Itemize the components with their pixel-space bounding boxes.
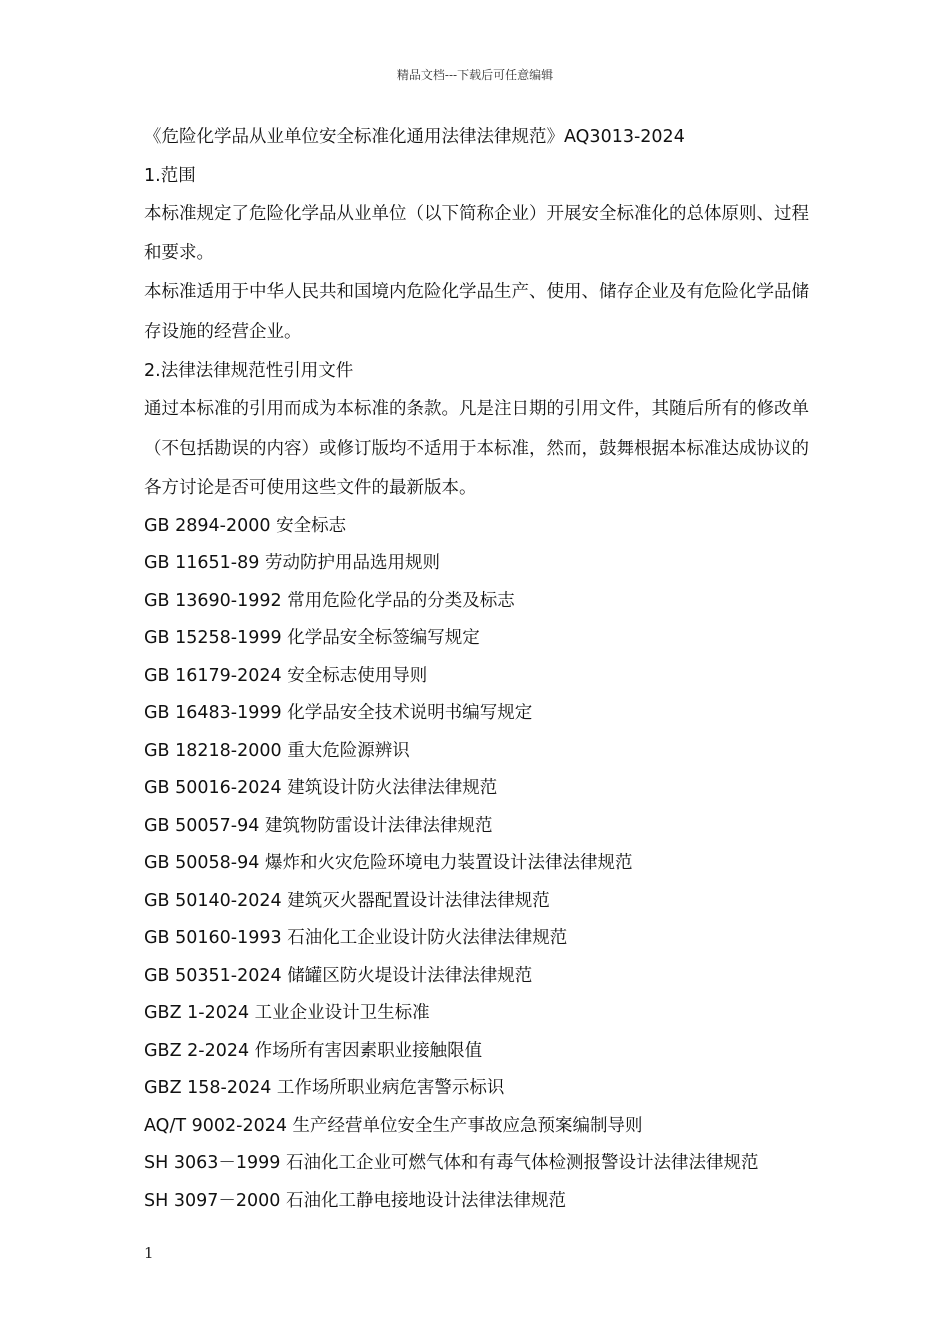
reference-item: GB 18218-2000 重大危险源辨识	[144, 740, 410, 761]
section-2-paragraph-1: 通过本标准的引用而成为本标准的条款。凡是注日期的引用文件，其随后所有的修改单（不包括勘误的内容）或修订版均不适用于本标准，然而，鼓舞根据本标准达成协议的各方讨论是否可使用这些文件的最新版本。	[144, 399, 809, 498]
reference-item: SH 3097－2000 石油化工静电接地设计法律法律规范	[144, 1190, 566, 1211]
reference-item: GB 50140-2024 建筑灭火器配置设计法律法律规范	[144, 890, 550, 911]
reference-item: GB 16483-1999 化学品安全技术说明书编写规定	[144, 703, 533, 724]
reference-item: GB 16179-2024 安全标志使用导则	[144, 665, 428, 686]
section-2-heading: 2.法律法律规范性引用文件	[144, 360, 354, 381]
section-1-paragraph-2: 本标准适用于中华人民共和国境内危险化学品生产、使用、储存企业及有危险化学品储存设施的经营企业。	[144, 282, 809, 342]
reference-item: GB 11651-89 劳动防护用品选用规则	[144, 553, 440, 574]
reference-item: GB 50058-94 爆炸和火灾危险环境电力装置设计法律法律规范	[144, 853, 633, 874]
reference-item: GB 50160-1993 石油化工企业设计防火法律法律规范	[144, 928, 568, 949]
reference-list	[144, 508, 824, 1221]
document-title: 《危险化学品从业单位安全标准化通用法律法律规范》AQ3013-2024	[144, 127, 685, 147]
reference-item: SH 3063－1999 石油化工企业可燃气体和有毒气体检测报警设计法律法律规范	[144, 1153, 759, 1174]
section-1-paragraph-1: 本标准规定了危险化学品从业单位（以下简称企业）开展安全标准化的总体原则、过程和要求。	[144, 204, 809, 264]
reference-item: GB 50016-2024 建筑设计防火法律法律规范	[144, 778, 498, 799]
reference-item: GBZ 1-2024 工业企业设计卫生标准	[144, 1003, 430, 1024]
reference-item: GBZ 2-2024 作场所有害因素职业接触限值	[144, 1040, 483, 1061]
reference-item: GB 50351-2024 储罐区防火堤设计法律法律规范	[144, 965, 533, 986]
document-body	[144, 118, 824, 1220]
reference-item: GB 50057-94 建筑物防雷设计法律法律规范	[144, 815, 493, 836]
page-header: 精品文档---下载后可任意编辑	[396, 68, 554, 82]
reference-item: GBZ 158-2024 工作场所职业病危害警示标识	[144, 1078, 505, 1099]
page-number: 1	[144, 1244, 154, 1262]
reference-item: AQ/T 9002-2024 生产经营单位安全生产事故应急预案编制导则	[144, 1115, 643, 1136]
reference-item: GB 13690-1992 常用危险化学品的分类及标志	[144, 590, 515, 611]
reference-item: GB 2894-2000 安全标志	[144, 515, 347, 536]
section-1-heading: 1.范围	[144, 165, 196, 186]
reference-item: GB 15258-1999 化学品安全标签编写规定	[144, 628, 480, 649]
